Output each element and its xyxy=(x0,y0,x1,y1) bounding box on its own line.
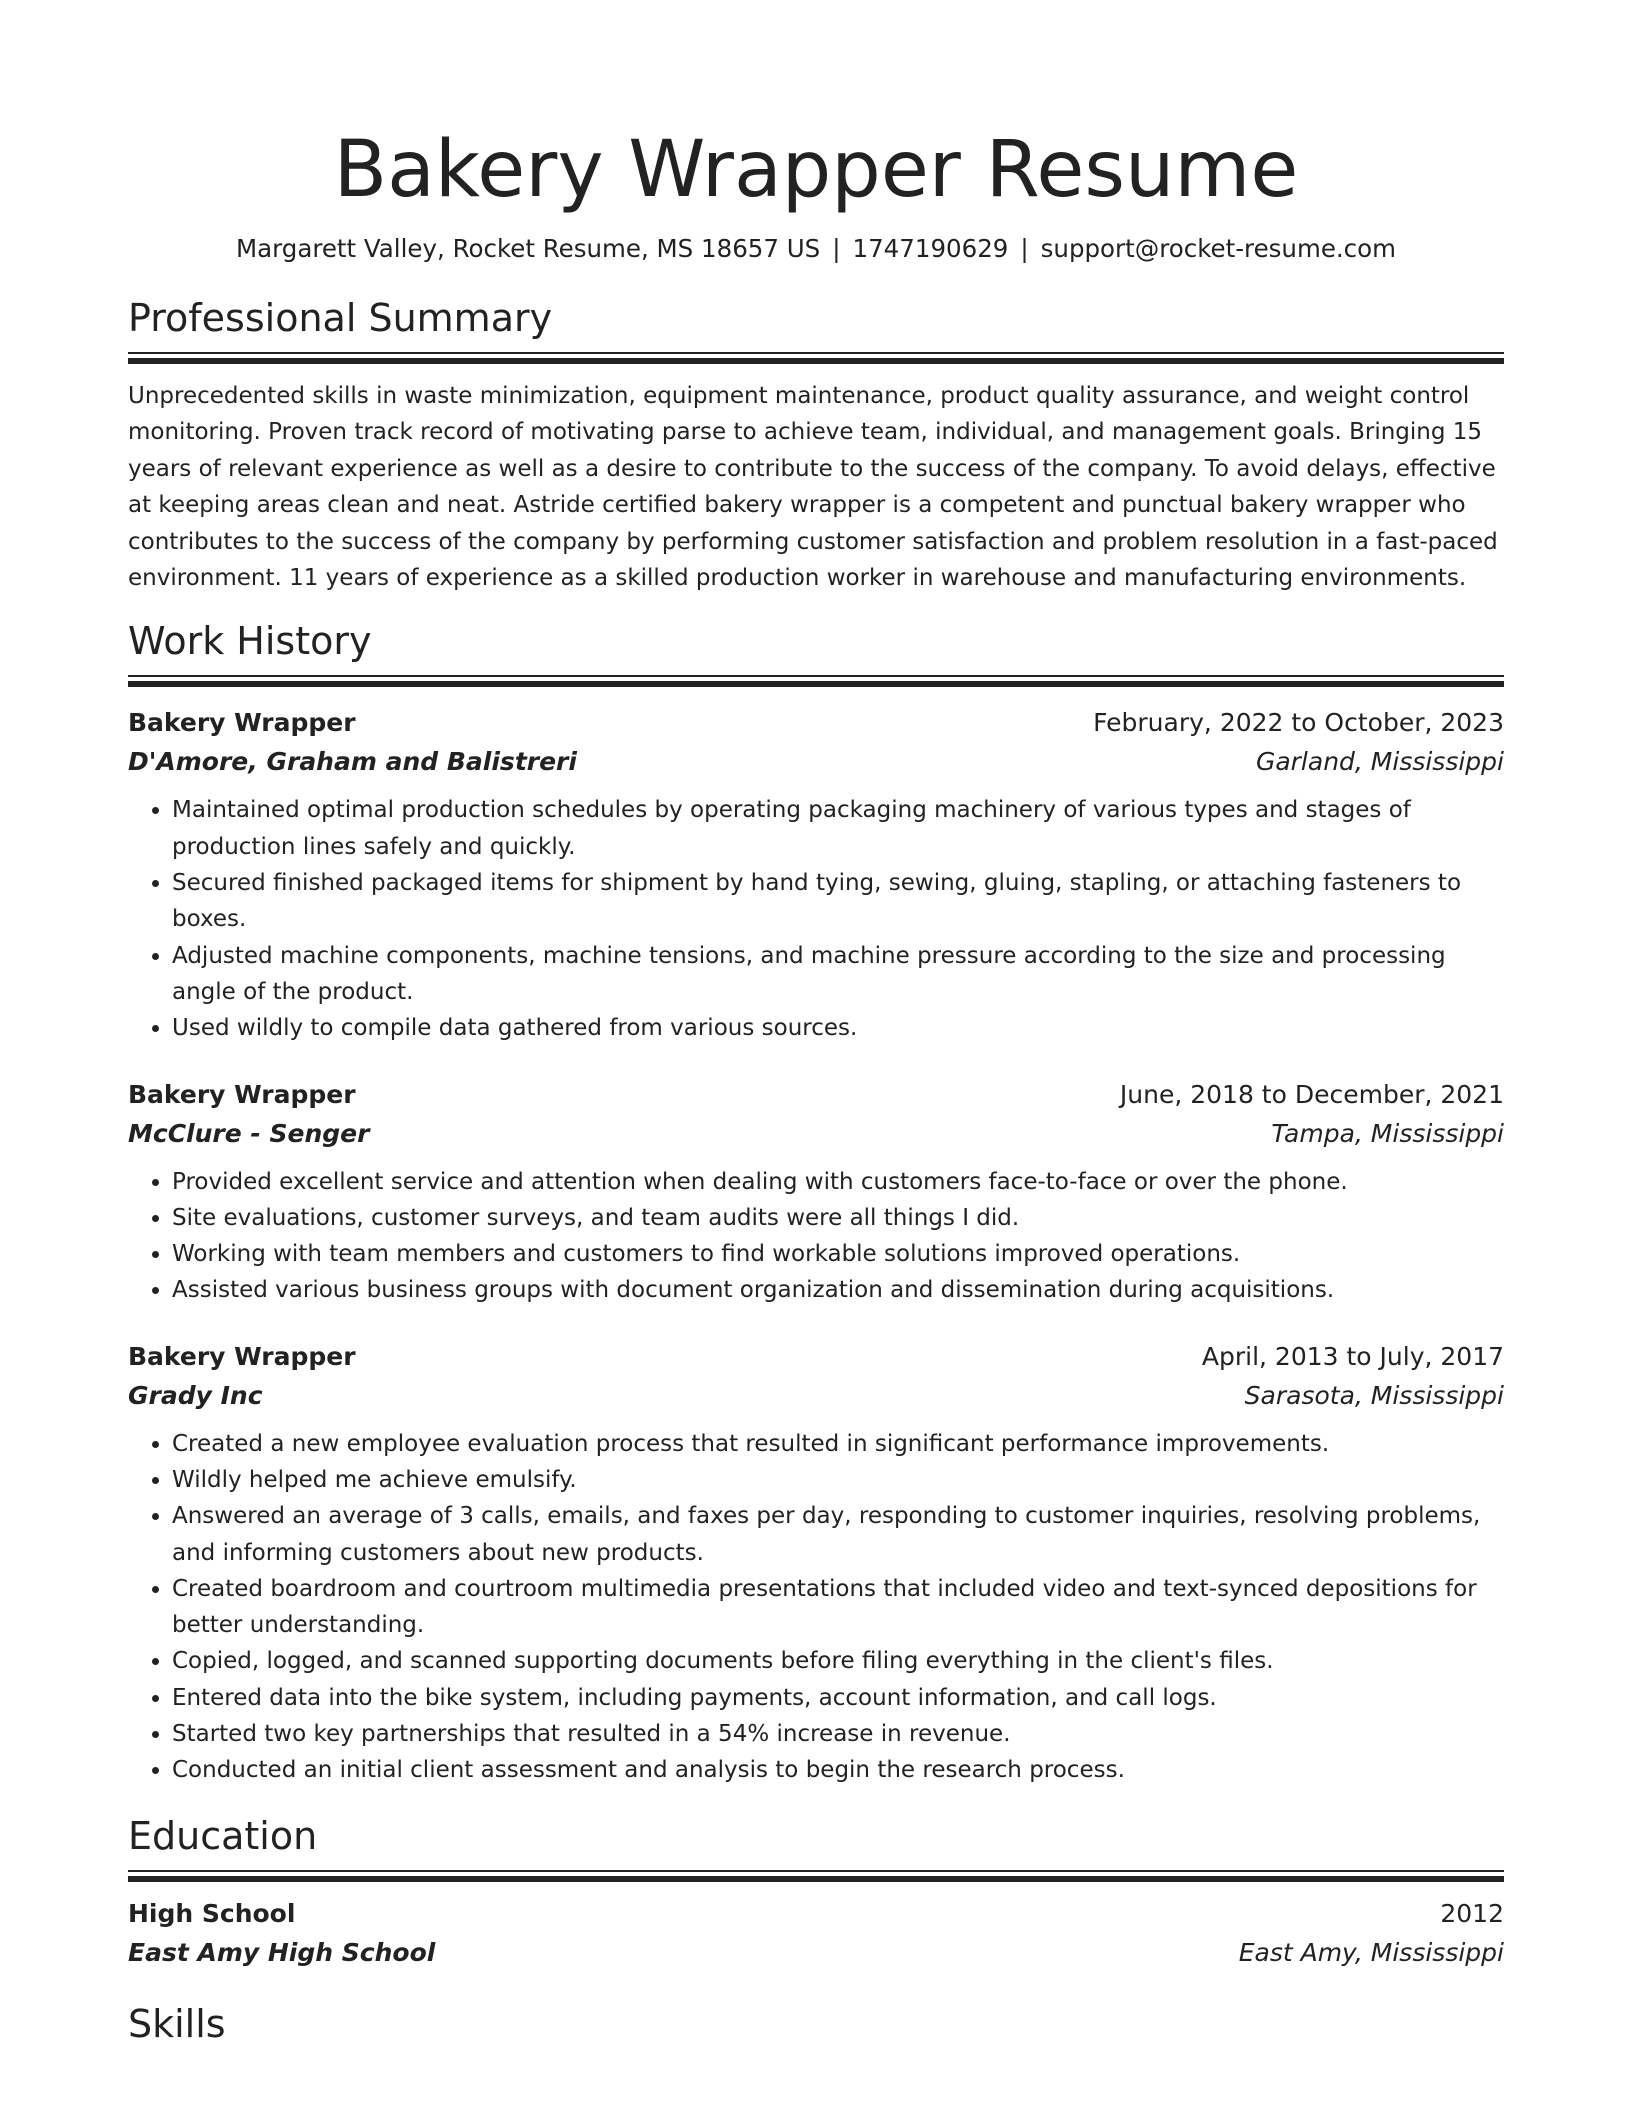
job-bullet: • Maintained optimal production schedules by operating packaging machinery of various types and stages of production lines safely and quickly. xyxy=(172,792,1504,865)
job-location: Tampa, Mississippi xyxy=(1271,1118,1504,1148)
job-employer-row xyxy=(128,1114,1504,1154)
section-divider xyxy=(128,1876,1504,1882)
job-bullet: • Assisted various business groups with document organization and dissemination during acquisitions. xyxy=(172,1272,1504,1308)
section-heading-summary: Professional Summary xyxy=(128,296,553,340)
contact-phone: 1747190629 xyxy=(852,234,1009,263)
job-title: Bakery Wrapper xyxy=(128,708,356,738)
section-divider xyxy=(128,675,1504,677)
education-school-row xyxy=(128,1933,1504,1973)
job-dates: June, 2018 to December, 2021 xyxy=(1119,1079,1504,1109)
job-entry xyxy=(128,703,1504,1046)
job-header xyxy=(128,703,1504,742)
summary-text: Unprecedented skills in waste minimization, equipment maintenance, product quality assurance, and weight control monitoring. Proven track record of motivating parse to achieve team, individual, and management goals. Bringing 15 years of relevant experience as well as a desire to contribute to the success of the company. To avoid delays, effective at keeping areas clean and neat. Astride certified bakery wrapper is a competent and punctual bakery wrapper who contributes to the success of the company by performing customer satisfaction and problem resolution in a fast-paced environment. 11 years of experience as a skilled production worker in warehouse and manufacturing environments. xyxy=(128,383,1498,592)
job-bullet: • Site evaluations, customer surveys, and team audits were all things I did. xyxy=(172,1200,1504,1236)
contact-email: support@rocket-resume.com xyxy=(1040,234,1397,263)
section-divider xyxy=(128,358,1504,364)
job-dates: February, 2022 to October, 2023 xyxy=(1093,708,1504,738)
job-title: Bakery Wrapper xyxy=(128,1341,356,1371)
job-entry xyxy=(128,1075,1504,1309)
job-bullet: • Secured finished packaged items for shipment by hand tying, sewing, gluing, stapling, or attaching fasteners to boxes. xyxy=(172,865,1504,938)
job-bullet: • Used wildly to compile data gathered from various sources. xyxy=(172,1010,1504,1046)
job-title: Bakery Wrapper xyxy=(128,1079,356,1109)
job-header xyxy=(128,1337,1504,1376)
contact-separator: | xyxy=(1020,234,1029,263)
job-location: Garland, Mississippi xyxy=(1255,747,1504,777)
job-bullet: • Copied, logged, and scanned supporting documents before filing everything in the client's files. xyxy=(172,1643,1504,1679)
contact-address: Margarett Valley, Rocket Resume, MS 18657 US xyxy=(235,234,821,263)
section-heading-education: Education xyxy=(128,1813,318,1858)
job-bullet: • Created boardroom and courtroom multimedia presentations that included video and text-synced depositions for better understanding. xyxy=(172,1571,1504,1644)
job-location: Sarasota, Mississippi xyxy=(1244,1380,1504,1410)
education-year: 2012 xyxy=(1440,1898,1504,1928)
job-bullet: • Wildly helped me achieve emulsify. xyxy=(172,1462,1504,1498)
work-history-section xyxy=(128,616,1504,1788)
job-bullets xyxy=(128,1164,1504,1309)
summary-section xyxy=(128,293,1504,596)
resume-page xyxy=(128,0,1504,2049)
job-employer: McClure - Senger xyxy=(128,1118,370,1148)
job-bullets xyxy=(128,1426,1504,1789)
job-bullets xyxy=(128,792,1504,1046)
job-entry xyxy=(128,1337,1504,1789)
job-header xyxy=(128,1075,1504,1114)
job-employer: D'Amore, Graham and Balistreri xyxy=(128,747,577,777)
job-bullet: • Adjusted machine components, machine tensions, and machine pressure according to the size and processing angle of the product. xyxy=(172,938,1504,1011)
education-degree: High School xyxy=(128,1898,296,1928)
job-employer: Grady Inc xyxy=(128,1380,263,1410)
contact-separator: | xyxy=(832,234,841,263)
job-employer-row xyxy=(128,742,1504,782)
job-bullet: • Working with team members and customers to find workable solutions improved operations. xyxy=(172,1236,1504,1272)
education-location: East Amy, Mississippi xyxy=(1238,1937,1504,1967)
job-employer-row xyxy=(128,1376,1504,1416)
contact-line xyxy=(128,232,1504,266)
job-dates: April, 2013 to July, 2017 xyxy=(1201,1341,1504,1371)
section-divider xyxy=(128,1870,1504,1872)
job-bullet: • Created a new employee evaluation process that resulted in significant performance improvements. xyxy=(172,1426,1504,1462)
education-school: East Amy High School xyxy=(128,1937,436,1967)
section-divider xyxy=(128,681,1504,687)
skills-section xyxy=(128,1999,1504,2049)
job-bullet: • Entered data into the bike system, including payments, account information, and call logs. xyxy=(172,1680,1504,1716)
job-bullet: • Started two key partnerships that resulted in a 54% increase in revenue. xyxy=(172,1716,1504,1752)
job-bullet: • Provided excellent service and attention when dealing with customers face-to-face or over the phone. xyxy=(172,1164,1504,1200)
education-header xyxy=(128,1894,1504,1933)
section-divider xyxy=(128,352,1504,354)
section-heading-skills: Skills xyxy=(128,2001,226,2046)
job-bullet: • Conducted an initial client assessment and analysis to begin the research process. xyxy=(172,1752,1504,1788)
job-bullet: • Answered an average of 3 calls, emails, and faxes per day, responding to customer inquiries, resolving problems, and informing customers about new products. xyxy=(172,1498,1504,1571)
section-heading-work-history: Work History xyxy=(128,619,372,664)
education-section xyxy=(128,1811,1504,1973)
resume-title: Bakery Wrapper Resume xyxy=(333,125,1299,215)
